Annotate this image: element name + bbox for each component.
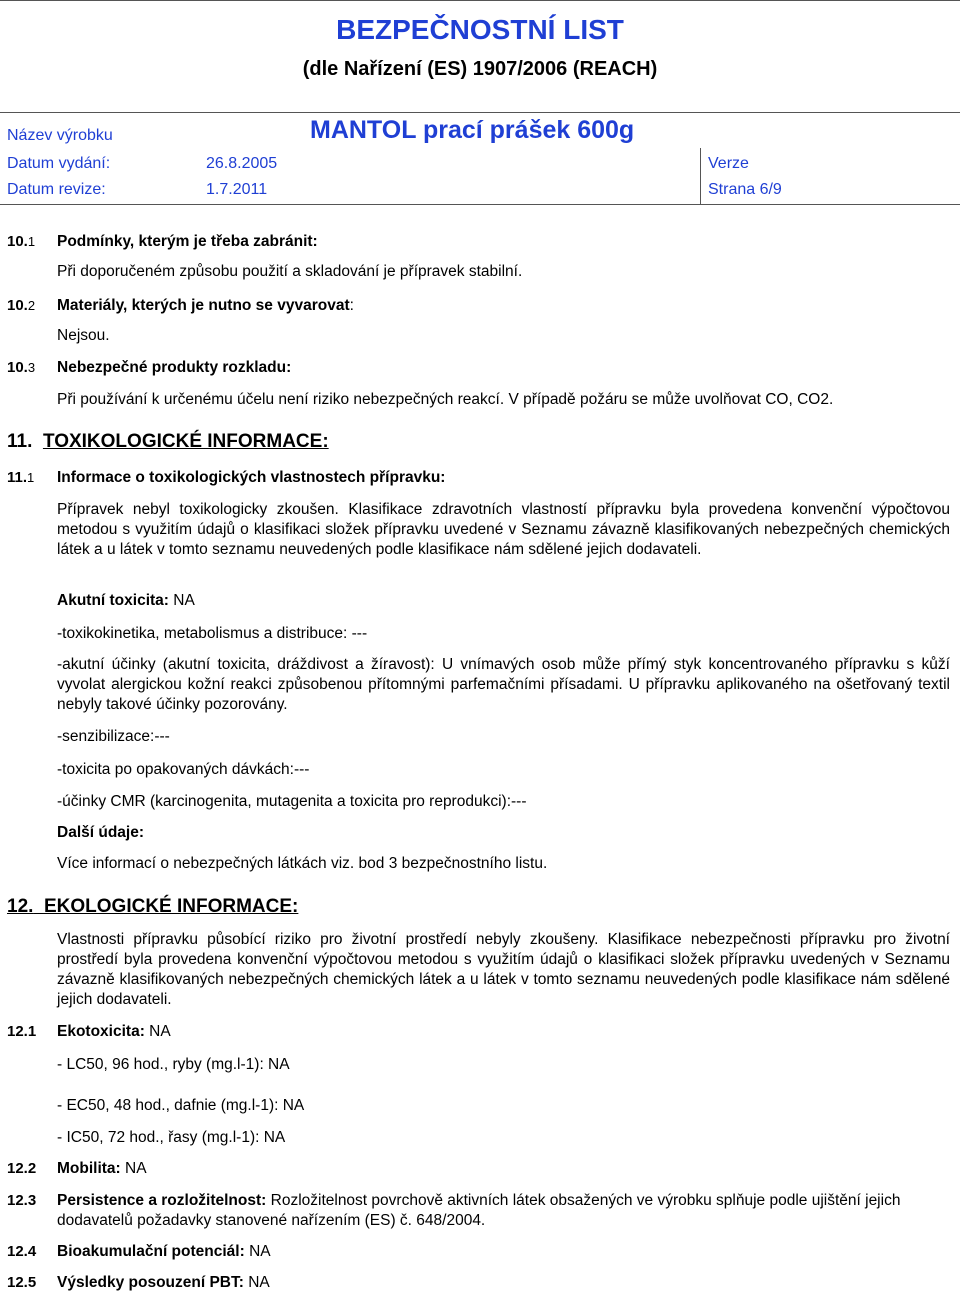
document-subtitle: (dle Nařízení (ES) 1907/2006 (REACH) [302,58,658,80]
page-number: Strana 6/9 [708,181,782,198]
issue-date: 26.8.2005 [206,155,278,172]
section-11-1-title: Informace o toxikologických vlastnostech přípravku: [57,469,446,486]
repeated-dose-toxicity: -toxicita po opakovaných dávkách:--- [57,761,310,778]
cmr-effects: -účinky CMR (karcinogenita, mutagenita a toxicita pro reprodukci):--- [57,793,527,810]
section-10-3-text: Při používání k určenému účelu není riziko nebezpečných reakcí. V případě požáru se může uvolňovat CO, CO2. [57,391,834,408]
ic50-algae: - IC50, 72 hod., řasy (mg.l-1): NA [57,1129,286,1146]
section-12-5-number: 12.5 [7,1274,37,1291]
section-12-2-number: 12.2 [7,1160,37,1177]
acute-toxicity: Akutní toxicita: NA [57,592,195,609]
header-bottom-border [0,204,960,205]
acute-effects: -akutní účinky (akutní toxicita, dráždivost a žíravost): U vnímavých osob může přímý styk koncentrovaného přípravku s kůží vyvolat alergickou kožní reakci způsobenou přítomnými parfemačními přísadami. U přípravku aplikovaného na ošetřovaný textil nebyly takové účinky pozorovány. [57,656,950,713]
section-10-1-number: 10.1 [7,233,36,250]
pbt-assessment: Výsledky posouzení PBT: NA [57,1274,270,1291]
section-10-1-title: Podmínky, kterým je třeba zabránit: [57,233,318,250]
mobility: Mobilita: NA [57,1160,147,1177]
product-label: Název výrobku [7,127,113,144]
further-info-text: Více informací o nebezpečných látkách viz. bod 3 bezpečnostního listu. [57,855,548,872]
revision-date: 1.7.2011 [206,181,268,198]
product-name: MANTOL prací prášek 600g [310,116,635,144]
lc50-fish: - LC50, 96 hod., ryby (mg.l-1): NA [57,1056,290,1073]
section-10-2-title: Materiály, kterých je nutno se vyvarovat: [57,297,354,314]
sensitization: -senzibilizace:--- [57,728,170,745]
section-10-3-title: Nebezpečné produkty rozkladu: [57,359,292,376]
top-border [0,0,960,1]
section-12-intro: Vlastnosti přípravku působící riziko pro životní prostředí nebyly zkoušeny. Klasifikace nebezpečnosti přípravku pro životní prostředí byla provedena konvenční výpočtovou metodou s využitím údajů o klasifikaci složek přípravku uvedených v Seznamu závazně klasifikovaných nebezpečných chemických látek a u látek v tomto seznamu neuvedených podle klasifikace nám sdělené jejich dodavateli. [57,931,950,1008]
section-12-4-number: 12.4 [7,1243,37,1260]
version-label: Verze [708,155,749,172]
document-title: BEZPEČNOSTNÍ LIST [336,14,624,45]
toxicokinetics: -toxikokinetika, metabolismus a distribuce: --- [57,625,368,642]
section-10-2-text: Nejsou. [57,327,110,344]
section-12-3-number: 12.3 [7,1192,37,1209]
header-divider [0,112,960,113]
section-10-2-number: 10.2 [7,297,36,314]
section-12-heading: 12. EKOLOGICKÉ INFORMACE: [7,896,299,917]
issue-date-label: Datum vydání: [7,155,111,172]
section-10-3-number: 10.3 [7,359,36,376]
revision-date-label: Datum revize: [7,181,106,198]
bioaccumulation: Bioakumulační potenciál: NA [57,1243,271,1260]
section-12-1-number: 12.1 [7,1023,37,1040]
ecotoxicity: Ekotoxicita: NA [57,1023,171,1040]
ec50-daphnia: - EC50, 48 hod., dafnie (mg.l-1): NA [57,1097,305,1114]
section-11-1-paragraph: Přípravek nebyl toxikologicky zkoušen. Klasifikace zdravotních vlastností přípravku byla provedena konvenční výpočtovou metodou s využitím údajů o klasifikaci složek přípravku uvedené v Seznamu závazně klasifikovaných nebezpečných chemických látek a u látek v tomto seznamu neuvedených podle klasifikace nám sdělené jejich dodavateli. [57,501,950,558]
section-11-heading: 11. TOXIKOLOGICKÉ INFORMACE: [7,431,329,452]
header-vertical-divider [700,148,701,204]
further-info-label: Další údaje: [57,824,144,841]
persistence-degradability: Persistence a rozložitelnost: Rozložitelnost povrchově aktivních látek obsažených ve výrobku splňuje podle ujištění jejich dodavatelů požadavky stanovené nařízením (ES) č. 648/2004. [57,1192,901,1229]
section-11-1-number: 11.1 [7,469,35,486]
section-10-1-text: Při doporučeném způsobu použití a skladování je přípravek stabilní. [57,263,523,280]
